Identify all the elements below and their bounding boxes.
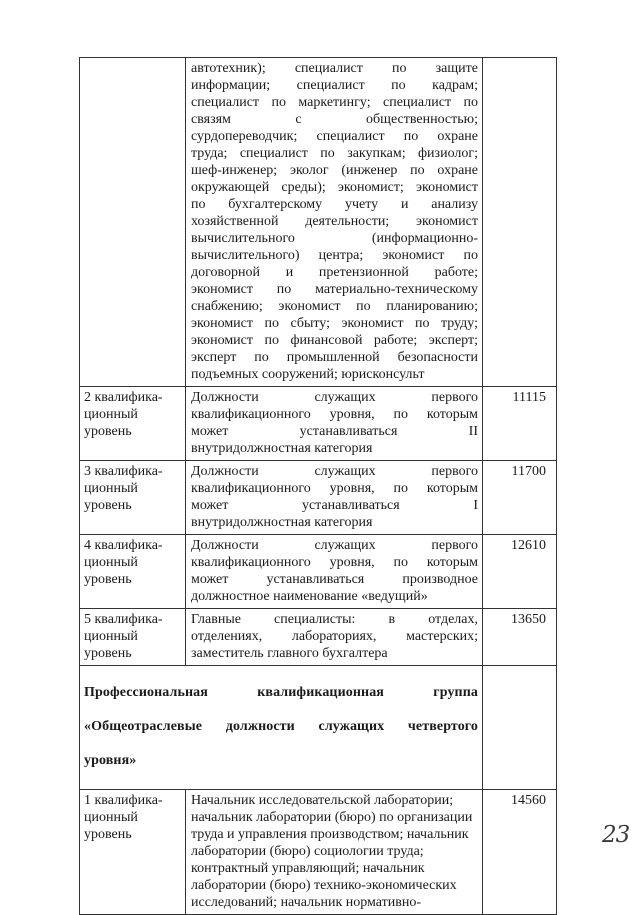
text-line: может устанавливаться II [191, 424, 478, 439]
level-cell: 3 квалифика- ционный уровень [80, 461, 186, 535]
positions-cell [186, 58, 483, 387]
table-row-level-2 [80, 387, 557, 461]
positions-cell [186, 609, 483, 666]
text-line: внутридолжностная категория [191, 515, 373, 530]
group-heading [80, 666, 483, 790]
qualification-table [79, 57, 557, 915]
text-line: может устанавливаться I [191, 498, 478, 513]
text-line: окружающей среды); экономист; экономист [191, 180, 478, 195]
table-row-continuation [80, 58, 557, 387]
salary-cell-empty [483, 666, 557, 790]
text-line: сурдопереводчик; специалист по охране [191, 129, 478, 144]
level-cell: 4 квалифика- ционный уровень [80, 535, 186, 609]
level-cell: 1 квалифика- ционный уровень [80, 790, 186, 915]
table-row-group-heading [80, 666, 557, 790]
level-cell-empty [80, 58, 186, 387]
text-line: подъемных сооружений; юрисконсульт [191, 367, 425, 382]
table-row-level-5 [80, 609, 557, 666]
salary-cell: 11115 [483, 387, 557, 461]
text-line: Должности служащих первого [191, 464, 478, 479]
text-line: Главные специалисты: в отделах, [191, 612, 478, 627]
text-line: отделениях, лабораториях, мастерских; [191, 629, 478, 644]
text-line: эксперт по промышленной безопасности [191, 350, 478, 365]
positions-cell [186, 535, 483, 609]
positions-cell [186, 461, 483, 535]
text-line: хозяйственной деятельности; экономист [191, 214, 478, 229]
salary-cell-empty [483, 58, 557, 387]
text-line: квалификационного уровня, по которым [191, 481, 478, 496]
table-row-level-3 [80, 461, 557, 535]
text-line: вычислительного) центра; экономист по [191, 248, 478, 263]
text-line: Должности служащих первого [191, 390, 478, 405]
table-row-level-4 [80, 535, 557, 609]
level-cell: 2 квалифика- ционный уровень [80, 387, 186, 461]
level-cell: 5 квалифика- ционный уровень [80, 609, 186, 666]
text-line: экономист по финансовой работе; эксперт; [191, 333, 478, 348]
table-row-g4-level-1 [80, 790, 557, 915]
heading-line: «Общеотраслевые должности служащих четвертого [84, 719, 478, 734]
salary-cell: 11700 [483, 461, 557, 535]
text-line: связям с общественностью; [191, 112, 478, 127]
heading-line: Профессиональная квалификационная группа [84, 685, 478, 700]
text-line: снабжению; экономист по планированию; [191, 299, 478, 314]
heading-line: уровня» [84, 753, 137, 768]
salary-cell: 14560 [483, 790, 557, 915]
text-line: может устанавливаться производное [191, 572, 478, 587]
text-line: заместитель главного бухгалтера [191, 646, 388, 661]
text-line: автотехник); специалист по защите [191, 61, 478, 76]
text-line: специалист по маркетингу; специалист по [191, 95, 478, 110]
text-line: информации; специалист по кадрам; [191, 78, 478, 93]
text-line: внутридолжностная категория [191, 441, 373, 456]
text-line: договорной и претензионной работе; [191, 265, 478, 280]
text-line: квалификационного уровня, по которым [191, 555, 478, 570]
salary-cell: 12610 [483, 535, 557, 609]
text-line: экономист по материально-техническому [191, 282, 478, 297]
text-line: квалификационного уровня, по которым [191, 407, 478, 422]
text-line: по бухгалтерскому учету и анализу [191, 197, 478, 212]
salary-cell: 13650 [483, 609, 557, 666]
page-number: 23 [602, 822, 630, 848]
text-line: должностное наименование «ведущий» [191, 589, 428, 604]
text-line: Должности служащих первого [191, 538, 478, 553]
text-line: экономист по сбыту; экономист по труду; [191, 316, 478, 331]
positions-cell [186, 387, 483, 461]
text-line: труда; специалист по закупкам; физиолог; [191, 146, 478, 161]
text-line: вычислительного (информационно- [191, 231, 478, 246]
positions-cell: Начальник исследовательской лаборатории; начальник лаборатории (бюро) по организации труда и управления производством; начальник лаборатории (бюро) социологии труда; контрактный управляющий; начальник лаборатории (бюро) технико-экономических исследований; начальник нормативно- [186, 790, 483, 915]
text-line: шеф-инженер; эколог (инженер по охране [191, 163, 478, 178]
